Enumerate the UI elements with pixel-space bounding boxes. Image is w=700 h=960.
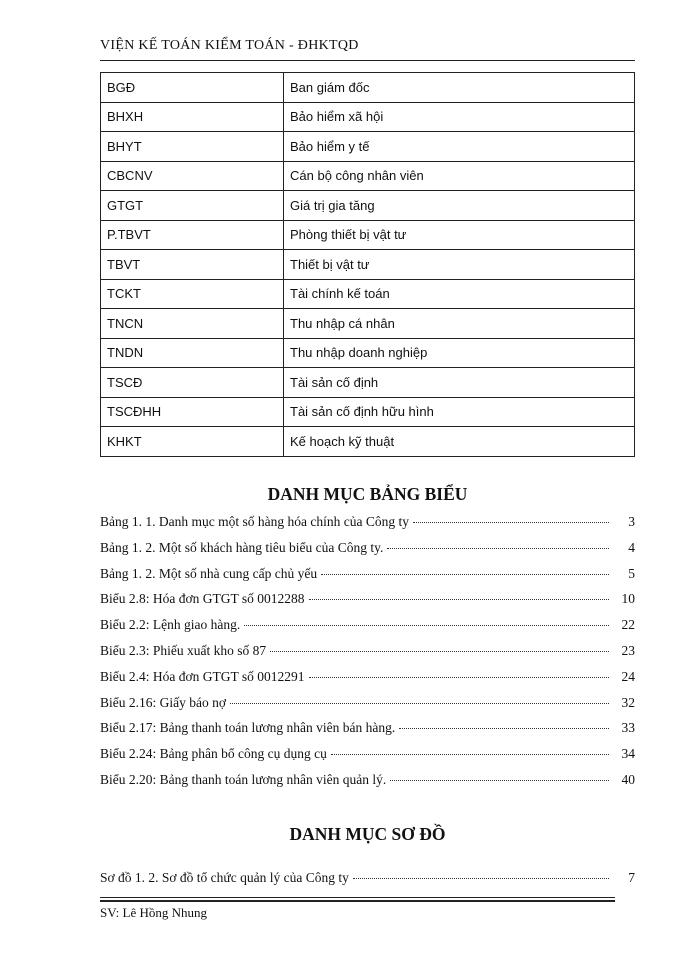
header-divider [100,60,635,61]
toc-entry-page: 32 [621,694,635,710]
toc-entry-page: 5 [628,565,635,581]
diagrams-list-title: DANH MỤC SƠ ĐỒ [289,824,446,844]
table-row [101,427,635,457]
dot-leader [413,521,609,523]
footer-divider-thick [100,900,615,902]
abbreviation-code: TCKT [101,279,284,309]
toc-entry[interactable] [100,591,635,617]
toc-entry-page: 4 [628,539,635,555]
table-row [101,161,635,191]
toc-entry[interactable] [100,720,635,746]
tables-list-title: DANH MỤC BẢNG BIỂU [267,484,468,504]
abbreviation-meaning: Bảo hiểm y tế [284,132,635,162]
abbreviation-code: KHKT [101,427,284,457]
diagrams-list [100,870,635,896]
toc-entry-page: 24 [621,668,635,684]
abbreviation-code: BHYT [101,132,284,162]
toc-entry-page: 10 [621,591,635,607]
abbreviation-code: TNCN [101,309,284,339]
abbreviation-meaning: Thu nhập cá nhân [284,309,635,339]
dot-leader [353,877,609,879]
toc-entry-page: 40 [621,771,635,787]
table-row [101,368,635,398]
toc-entry[interactable] [100,870,635,896]
toc-entry-label: Biểu 2.16: Giấy báo nợ [100,694,226,710]
toc-entry-label: Biểu 2.3: Phiếu xuất kho số 87 [100,642,267,658]
abbreviations-table [100,72,635,457]
toc-entry[interactable] [100,643,635,669]
table-row [101,191,635,221]
table-row [101,73,635,103]
abbreviation-meaning: Cán bộ công nhân viên [284,161,635,191]
dot-leader [331,753,609,755]
toc-entry-label: Biểu 2.24: Bảng phân bổ công cụ dụng cụ [100,746,327,762]
footer-divider [100,897,615,898]
dot-leader [399,727,609,729]
abbreviation-meaning: Tài sản cố định [284,368,635,398]
toc-entry-page: 23 [621,642,635,658]
abbreviation-code: TSCĐ [101,368,284,398]
toc-entry-page: 7 [628,870,635,885]
toc-entry-label: Biểu 2.20: Bảng thanh toán lương nhân viên quản lý. [100,771,387,787]
toc-entry[interactable] [100,695,635,721]
toc-entry[interactable] [100,566,635,592]
toc-entry-label: Bảng 1. 2. Một số nhà cung cấp chủ yếu [100,565,318,581]
dot-leader [390,779,609,781]
abbreviation-code: TNDN [101,338,284,368]
abbreviation-code: BHXH [101,102,284,132]
footer-student: SV: Lê Hồng Nhung [100,905,208,920]
toc-entry-label: Bảng 1. 1. Danh mục một số hàng hóa chính của Công ty [100,514,409,529]
table-row [101,309,635,339]
toc-entry-page: 22 [621,617,635,633]
abbreviation-meaning: Thu nhập doanh nghiệp [284,338,635,368]
abbreviation-code: CBCNV [101,161,284,191]
toc-entry-label: Biểu 2.2: Lệnh giao hàng. [100,617,241,633]
abbreviation-meaning: Phòng thiết bị vật tư [284,220,635,250]
table-row [101,338,635,368]
toc-entry-label: Biểu 2.8: Hóa đơn GTGT số 0012288 [100,591,305,607]
abbreviation-meaning: Bảo hiểm xã hội [284,102,635,132]
table-row [101,397,635,427]
toc-entry[interactable] [100,669,635,695]
abbreviation-meaning: Tài chính kế toán [284,279,635,309]
toc-entry-label: Biểu 2.4: Hóa đơn GTGT số 0012291 [100,668,305,684]
abbreviation-meaning: Kế hoạch kỹ thuật [284,427,635,457]
dot-leader [270,650,609,652]
toc-entry-page: 33 [621,720,635,736]
abbreviation-code: TSCĐHH [101,397,284,427]
toc-entry[interactable] [100,617,635,643]
toc-entry-label: Bảng 1. 2. Một số khách hàng tiêu biểu của Công ty. [100,539,384,555]
table-row [101,132,635,162]
toc-entry[interactable] [100,772,635,798]
toc-entry[interactable] [100,540,635,566]
abbreviation-code: GTGT [101,191,284,221]
table-row [101,102,635,132]
abbreviation-code: BGĐ [101,73,284,103]
abbreviation-code: P.TBVT [101,220,284,250]
dot-leader [387,547,609,549]
page-header: VIỆN KẾ TOÁN KIỂM TOÁN - ĐHKTQD [100,38,359,53]
table-row [101,220,635,250]
dot-leader [309,598,609,600]
toc-entry-label: Biểu 2.17: Bảng thanh toán lương nhân viên bán hàng. [100,720,396,736]
dot-leader [230,702,609,704]
toc-entry-page: 34 [621,746,635,762]
abbreviation-meaning: Ban giám đốc [284,73,635,103]
abbreviation-meaning: Giá trị gia tăng [284,191,635,221]
abbreviation-code: TBVT [101,250,284,280]
table-row [101,250,635,280]
abbreviation-meaning: Tài sản cố định hữu hình [284,397,635,427]
toc-entry-label: Sơ đồ 1. 2. Sơ đồ tổ chức quản lý của Công ty [100,870,349,885]
tables-list [100,514,635,798]
toc-entry[interactable] [100,746,635,772]
dot-leader [244,624,609,626]
toc-entry-page: 3 [628,514,635,529]
table-row [101,279,635,309]
dot-leader [309,676,609,678]
dot-leader [321,573,609,575]
abbreviation-meaning: Thiết bị vật tư [284,250,635,280]
toc-entry[interactable] [100,514,635,540]
